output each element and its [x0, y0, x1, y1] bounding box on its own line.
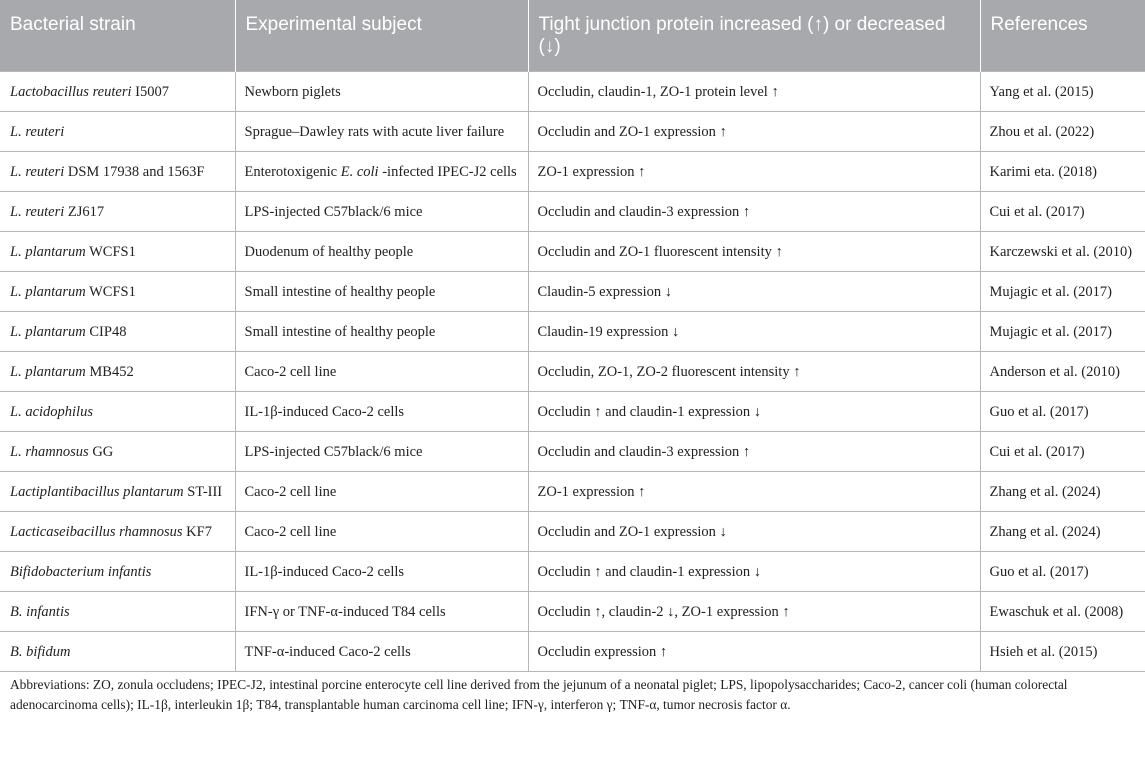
strain-name-italic: L. reuteri — [10, 204, 65, 220]
table-body — [0, 72, 1145, 672]
subject-text: Duodenum of healthy people — [244, 244, 414, 260]
cell-experimental-subject — [235, 472, 528, 512]
table-row — [0, 592, 1145, 632]
subject-text: IL-1β-induced Caco-2 cells — [244, 404, 405, 420]
table-header — [0, 0, 1145, 72]
strain-name-italic: L. plantarum — [10, 284, 86, 300]
cell-bacterial-strain — [0, 432, 235, 472]
table-row — [0, 552, 1145, 592]
cell-bacterial-strain — [0, 232, 235, 272]
cell-reference: Guo et al. (2017) — [980, 392, 1145, 432]
table-row — [0, 232, 1145, 272]
strain-designation: ST-III — [183, 484, 223, 500]
header-experimental-subject: Experimental subject — [235, 0, 528, 72]
cell-tight-junction-protein: ZO-1 expression ↑ — [528, 472, 980, 512]
abbreviations-footnote: Abbreviations: ZO, zonula occludens; IPEC-J2, intestinal porcine enterocyte cell line derived from the jejunum of a neonatal piglet; LPS, lipopolysaccharides; Caco-2, cancer coli (human colorectal adenocarcinoma cells); IL-1β, interleukin 1β; T84, transplantable human carcinoma cell line; IFN-γ, interferon γ; TNF-α, tumor necrosis factor α. — [10, 677, 1068, 712]
strain-designation: WCFS1 — [85, 244, 136, 260]
cell-bacterial-strain — [0, 112, 235, 152]
subject-text: TNF-α-induced Caco-2 cells — [244, 644, 411, 660]
cell-experimental-subject — [235, 512, 528, 552]
table-row — [0, 312, 1145, 352]
cell-experimental-subject — [235, 112, 528, 152]
table-row — [0, 72, 1145, 112]
strain-designation: WCFS1 — [85, 284, 136, 300]
strain-designation: MB452 — [85, 364, 134, 380]
cell-bacterial-strain — [0, 392, 235, 432]
cell-bacterial-strain — [0, 272, 235, 312]
strain-name-italic: L. plantarum — [10, 324, 86, 340]
header-references: References — [980, 0, 1145, 72]
cell-tight-junction-protein: Occludin and claudin-3 expression ↑ — [528, 432, 980, 472]
cell-reference: Cui et al. (2017) — [980, 192, 1145, 232]
strain-name-italic: L. rhamnosus — [10, 444, 89, 460]
header-bacterial-strain: Bacterial strain — [0, 0, 235, 72]
subject-text: Small intestine of healthy people — [244, 324, 436, 340]
cell-bacterial-strain — [0, 632, 235, 672]
subject-text: Sprague–Dawley rats with acute liver failure — [244, 124, 505, 140]
cell-reference: Ewaschuk et al. (2008) — [980, 592, 1145, 632]
cell-experimental-subject — [235, 72, 528, 112]
cell-tight-junction-protein: Claudin-5 expression ↓ — [528, 272, 980, 312]
cell-tight-junction-protein: Occludin and ZO-1 expression ↓ — [528, 512, 980, 552]
strain-name-italic: Lactobacillus reuteri — [10, 84, 132, 100]
cell-reference: Zhang et al. (2024) — [980, 472, 1145, 512]
strain-designation: GG — [88, 444, 114, 460]
cell-tight-junction-protein: Occludin and ZO-1 fluorescent intensity ↑ — [528, 232, 980, 272]
cell-reference: Mujagic et al. (2017) — [980, 272, 1145, 312]
table-row — [0, 112, 1145, 152]
strain-name-italic: B. infantis — [10, 604, 70, 620]
cell-experimental-subject — [235, 432, 528, 472]
subject-text: Caco-2 cell line — [244, 364, 337, 380]
cell-tight-junction-protein: Occludin ↑ and claudin-1 expression ↓ — [528, 392, 980, 432]
header-row — [0, 0, 1145, 72]
cell-reference: Guo et al. (2017) — [980, 552, 1145, 592]
strain-name-italic: B. bifidum — [10, 644, 71, 660]
strain-designation: CIP48 — [85, 324, 127, 340]
cell-reference: Cui et al. (2017) — [980, 432, 1145, 472]
cell-experimental-subject — [235, 272, 528, 312]
subject-text: Caco-2 cell line — [244, 484, 337, 500]
cell-tight-junction-protein: Occludin, ZO-1, ZO-2 fluorescent intensity ↑ — [528, 352, 980, 392]
cell-reference: Karimi eta. (2018) — [980, 152, 1145, 192]
strain-name-italic: L. reuteri — [10, 164, 65, 180]
cell-bacterial-strain — [0, 512, 235, 552]
cell-bacterial-strain — [0, 352, 235, 392]
cell-tight-junction-protein: Occludin ↑, claudin-2 ↓, ZO-1 expression ↑ — [528, 592, 980, 632]
table-row — [0, 512, 1145, 552]
cell-tight-junction-protein: Claudin-19 expression ↓ — [528, 312, 980, 352]
cell-experimental-subject — [235, 552, 528, 592]
table-row — [0, 152, 1145, 192]
table-row — [0, 472, 1145, 512]
subject-text: E. coli — [340, 164, 379, 180]
strain-name-italic: L. reuteri — [10, 124, 65, 140]
subject-text: Small intestine of healthy people — [244, 284, 436, 300]
table-row — [0, 272, 1145, 312]
subject-text: IL-1β-induced Caco-2 cells — [244, 564, 405, 580]
table-row — [0, 392, 1145, 432]
subject-text: LPS-injected C57black/6 mice — [244, 444, 423, 460]
subject-text: IFN-γ or TNF-α-induced T84 cells — [244, 604, 446, 620]
strain-designation: KF7 — [182, 524, 212, 540]
cell-bacterial-strain — [0, 192, 235, 232]
cell-experimental-subject — [235, 232, 528, 272]
cell-tight-junction-protein: Occludin expression ↑ — [528, 632, 980, 672]
cell-tight-junction-protein: Occludin and ZO-1 expression ↑ — [528, 112, 980, 152]
cell-reference: Yang et al. (2015) — [980, 72, 1145, 112]
strain-name-italic: Bifidobacterium infantis — [10, 564, 152, 580]
cell-experimental-subject — [235, 312, 528, 352]
strain-name-italic: Lactiplantibacillus plantarum — [10, 484, 184, 500]
cell-experimental-subject — [235, 152, 528, 192]
table-row — [0, 352, 1145, 392]
cell-experimental-subject — [235, 192, 528, 232]
cell-experimental-subject — [235, 392, 528, 432]
cell-experimental-subject — [235, 352, 528, 392]
subject-text: -infected IPEC-J2 cells — [378, 164, 517, 180]
cell-reference: Zhang et al. (2024) — [980, 512, 1145, 552]
cell-tight-junction-protein: Occludin ↑ and claudin-1 expression ↓ — [528, 552, 980, 592]
cell-reference: Anderson et al. (2010) — [980, 352, 1145, 392]
cell-bacterial-strain — [0, 472, 235, 512]
cell-reference: Mujagic et al. (2017) — [980, 312, 1145, 352]
header-tight-junction-protein: Tight junction protein increased (↑) or decreased (↓) — [528, 0, 980, 72]
cell-bacterial-strain — [0, 72, 235, 112]
subject-text: Caco-2 cell line — [244, 524, 337, 540]
table-row — [0, 192, 1145, 232]
cell-tight-junction-protein: Occludin and claudin-3 expression ↑ — [528, 192, 980, 232]
cell-reference: Hsieh et al. (2015) — [980, 632, 1145, 672]
cell-reference: Zhou et al. (2022) — [980, 112, 1145, 152]
cell-tight-junction-protein: ZO-1 expression ↑ — [528, 152, 980, 192]
cell-bacterial-strain — [0, 592, 235, 632]
strain-name-italic: L. acidophilus — [10, 404, 93, 420]
table-row — [0, 632, 1145, 672]
cell-bacterial-strain — [0, 152, 235, 192]
strain-name-italic: L. plantarum — [10, 364, 86, 380]
cell-tight-junction-protein: Occludin, claudin-1, ZO-1 protein level ↑ — [528, 72, 980, 112]
subject-text: Newborn piglets — [244, 84, 341, 100]
strain-name-italic: Lacticaseibacillus rhamnosus — [10, 524, 183, 540]
strain-name-italic: L. plantarum — [10, 244, 86, 260]
cell-bacterial-strain — [0, 312, 235, 352]
cell-experimental-subject — [235, 592, 528, 632]
cell-reference: Karczewski et al. (2010) — [980, 232, 1145, 272]
cell-experimental-subject — [235, 632, 528, 672]
table-row — [0, 432, 1145, 472]
strain-designation: DSM 17938 and 1563F — [64, 164, 205, 180]
cell-bacterial-strain — [0, 552, 235, 592]
subject-text: LPS-injected C57black/6 mice — [244, 204, 423, 220]
subject-text: Enterotoxigenic — [244, 164, 341, 180]
strain-designation: ZJ617 — [64, 204, 105, 220]
strain-designation: I5007 — [131, 84, 169, 100]
